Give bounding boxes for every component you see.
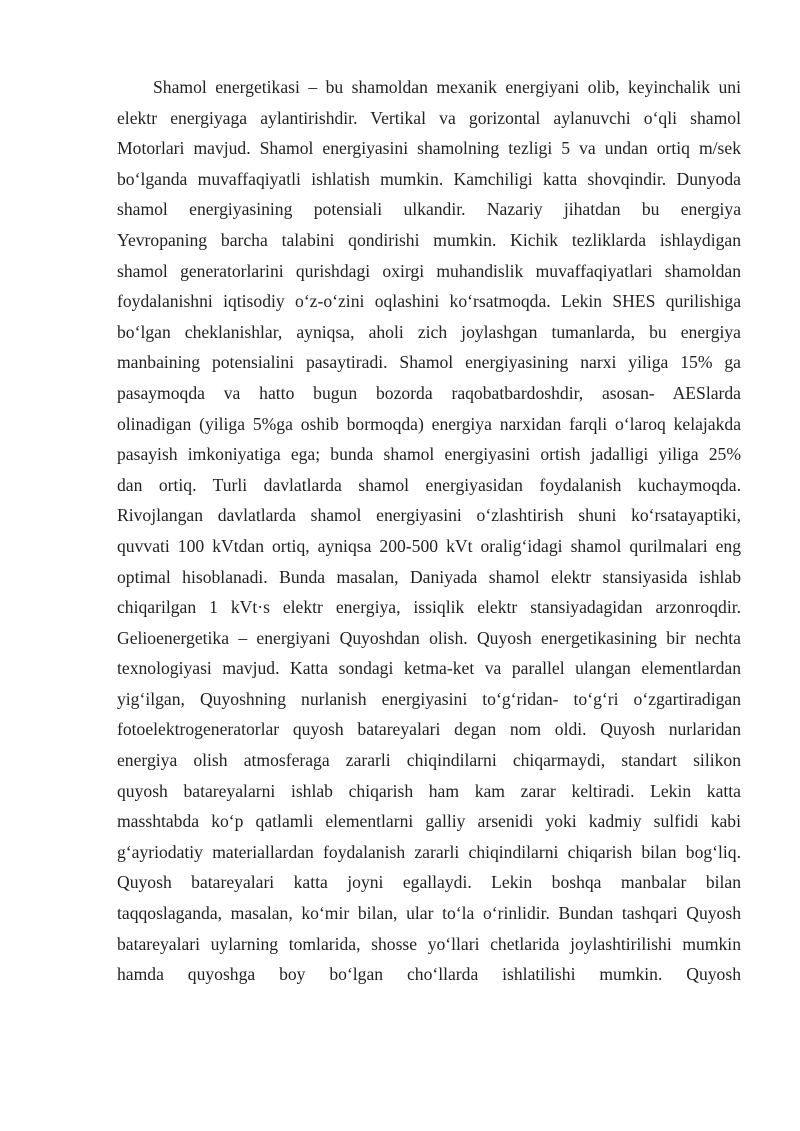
text-line: pasayish imkoniyatiga ega; bunda shamol energiyasini ortish jadalligi yiliga 25% (117, 444, 741, 465)
text-line: energiya olish atmosferaga zararli chiqindilarni chiqarmaydi, standart silikon (117, 750, 741, 771)
text-line: manbaining potensialini pasaytiradi. Shamol energiyasining narxi yiliga 15% ga (117, 352, 741, 373)
text-line: bo‘lganda muvaffaqiyatli ishlatish mumkin. Kamchiligi katta shovqindir. Dunyoda (117, 168, 741, 189)
text-line: Shamol energetikasi – bu shamoldan mexanik energiyani olib, keyinchalik uni (153, 77, 741, 97)
text-line: shamol generatorlarini qurishdagi oxirgi muhandislik muvaffaqiyatlari shamoldan (117, 260, 741, 281)
text-line: shamol energiyasining potensiali ulkandir. Nazariy jihatdan bu energiya (117, 199, 741, 220)
text-line: bo‘lgan cheklanishlar, ayniqsa, aholi zich joylashgan tumanlarda, bu energiya (117, 321, 741, 342)
text-line: quvvati 100 kVtdan ortiq, ayniqsa 200-500 kVt oralig‘idagi shamol qurilmalari eng (117, 535, 741, 556)
text-line: elektr energiyaga aylantirishdir. Vertikal va gorizontal aylanuvchi o‘qli shamol (117, 107, 741, 128)
text-line: Quyosh batareyalari katta joyni egallaydi. Lekin boshqa manbalar bilan (117, 872, 741, 893)
body-paragraph (117, 72, 741, 990)
text-line: olinadigan (yiliga 5%ga oshib bormoqda) energiya narxidan farqli o‘laroq kelajakda (117, 413, 741, 434)
text-line: g‘ayriodatiy materiallardan foydalanish zararli chiqindilarni chiqarish bilan bog‘liq. (117, 841, 741, 862)
text-line: foydalanishni iqtisodiy o‘z-o‘zini oqlashini ko‘rsatmoqda. Lekin SHES qurilishiga (117, 291, 741, 312)
text-line: Rivojlangan davlatlarda shamol energiyasini o‘zlashtirish shuni ko‘rsatayaptiki, (117, 505, 741, 526)
text-line: Motorlari mavjud. Shamol energiyasini shamolning tezligi 5 va undan ortiq m/sek (117, 138, 741, 159)
text-line: masshtabda ko‘p qatlamli elementlarni galliy arsenidi yoki kadmiy sulfidi kabi (117, 811, 741, 832)
text-line: batareyalari uylarning tomlarida, shosse yo‘llari chetlarida joylashtirilishi mumkin (117, 933, 741, 954)
text-line: chiqarilgan 1 kVt·s elektr energiya, issiqlik elektr stansiyadagidan arzonroqdir. (117, 597, 741, 618)
text-line: texnologiyasi mavjud. Katta sondagi ketma-ket va parallel ulangan elementlardan (117, 658, 741, 679)
text-line: Yevropaning barcha talabini qondirishi mumkin. Kichik tezliklarda ishlaydigan (117, 229, 741, 250)
text-line: dan ortiq. Turli davlatlarda shamol energiyasidan foydalanish kuchaymoqda. (117, 474, 741, 495)
text-line: fotoelektrogeneratorlar quyosh batareyalari degan nom oldi. Quyosh nurlaridan (117, 719, 741, 740)
text-line: yig‘ilgan, Quyoshning nurlanish energiyasini to‘g‘ridan- to‘g‘ri o‘zgartiradigan (117, 688, 741, 709)
text-line: pasaymoqda va hatto bugun bozorda raqobatbardoshdir, asosan- AESlarda (117, 382, 741, 403)
text-line: quyosh batareyalarni ishlab chiqarish ham kam zarar keltiradi. Lekin katta (117, 780, 741, 801)
text-line: hamda quyoshga boy bo‘lgan cho‘llarda ishlatilishi mumkin. Quyosh (117, 964, 741, 985)
text-line: taqqoslaganda, masalan, ko‘mir bilan, ular to‘la o‘rinlidir. Bundan tashqari Quyosh (117, 903, 741, 924)
text-line: Gelioenergetika – energiyani Quyoshdan olish. Quyosh energetikasining bir nechta (117, 627, 741, 648)
text-line: optimal hisoblanadi. Bunda masalan, Daniyada shamol elektr stansiyasida ishlab (117, 566, 741, 587)
